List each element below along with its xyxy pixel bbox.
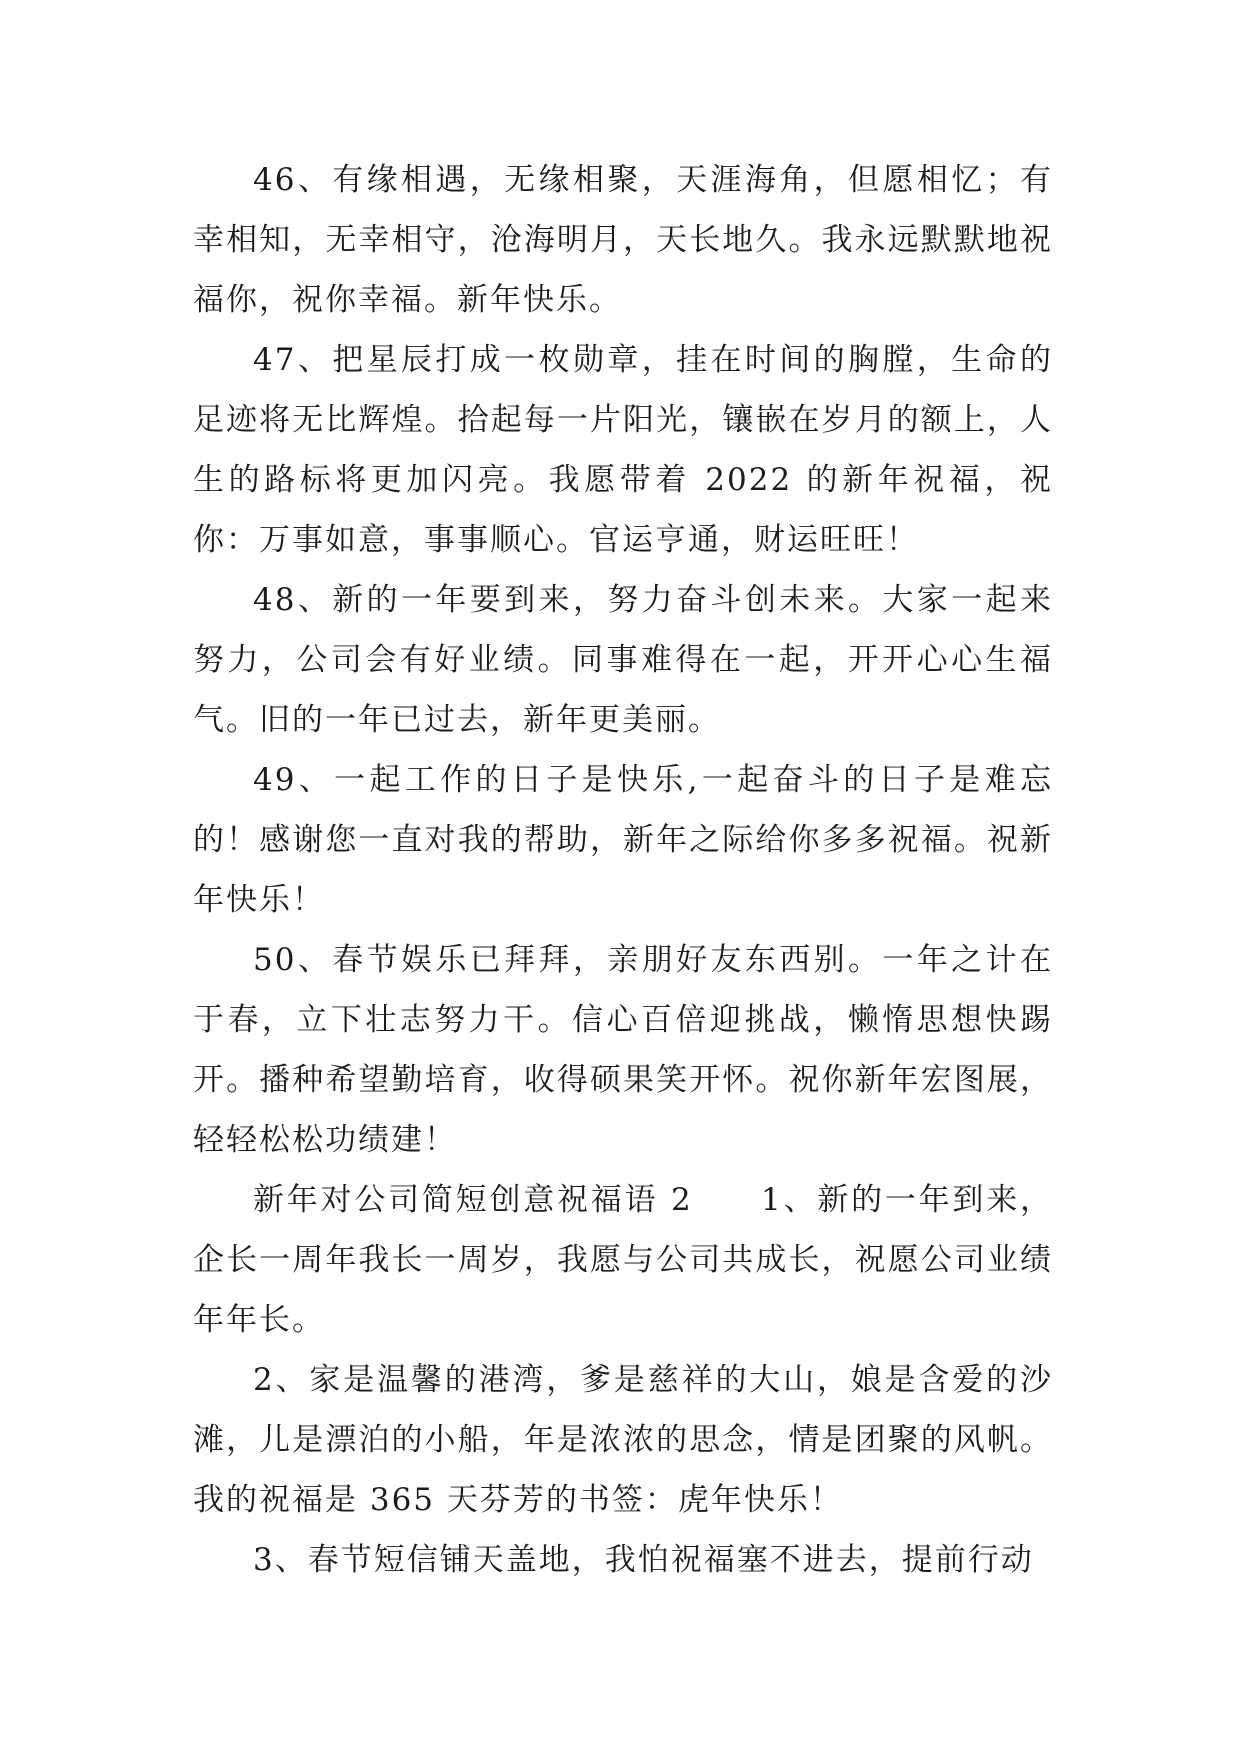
- paragraph-47: 47、把星辰打成一枚勋章，挂在时间的胸膛，生命的足迹将无比辉煌。拾起每一片阳光，镶嵌在岁月的额上，人生的路标将更加闪亮。我愿带着 2022 的新年祝福，祝你：万事如意，事事顺心。官运亨通，财运旺旺！: [193, 342, 1053, 558]
- paragraph-49: 49、一起工作的日子是快乐,一起奋斗的日子是难忘的！感谢您一直对我的帮助，新年之际给你多多祝福。祝新年快乐！: [193, 762, 1053, 918]
- paragraph-48: 48、新的一年要到来，努力奋斗创未来。大家一起来努力，公司会有好业绩。同事难得在一起，开开心心生福气。旧的一年已过去，新年更美丽。: [193, 582, 1053, 738]
- section-heading-paragraph: 新年对公司简短创意祝福语 2 1、新的一年到来，企长一周年我长一周岁，我愿与公司共成长，祝愿公司业绩年年长。: [193, 1182, 1053, 1338]
- document-body: [193, 150, 1053, 1590]
- paragraph-50: 50、春节娱乐已拜拜，亲朋好友东西别。一年之计在于春，立下壮志努力干。信心百倍迎挑战，懒惰思想快踢开。播种希望勤培育，收得硕果笑开怀。祝你新年宏图展，轻轻松松功绩建！: [193, 942, 1053, 1158]
- paragraph-46: 46、有缘相遇，无缘相聚，天涯海角，但愿相忆；有幸相知，无幸相守，沧海明月，天长地久。我永远默默地祝福你，祝你幸福。新年快乐。: [193, 162, 1053, 318]
- paragraph-3: 3、春节短信铺天盖地，我怕祝福塞不进去，提前行动: [253, 1542, 1034, 1578]
- paragraph-2: 2、家是温馨的港湾，爹是慈祥的大山，娘是含爱的沙滩，儿是漂泊的小船，年是浓浓的思念，情是团聚的风帆。我的祝福是 365 天芬芳的书签：虎年快乐！: [193, 1362, 1053, 1518]
